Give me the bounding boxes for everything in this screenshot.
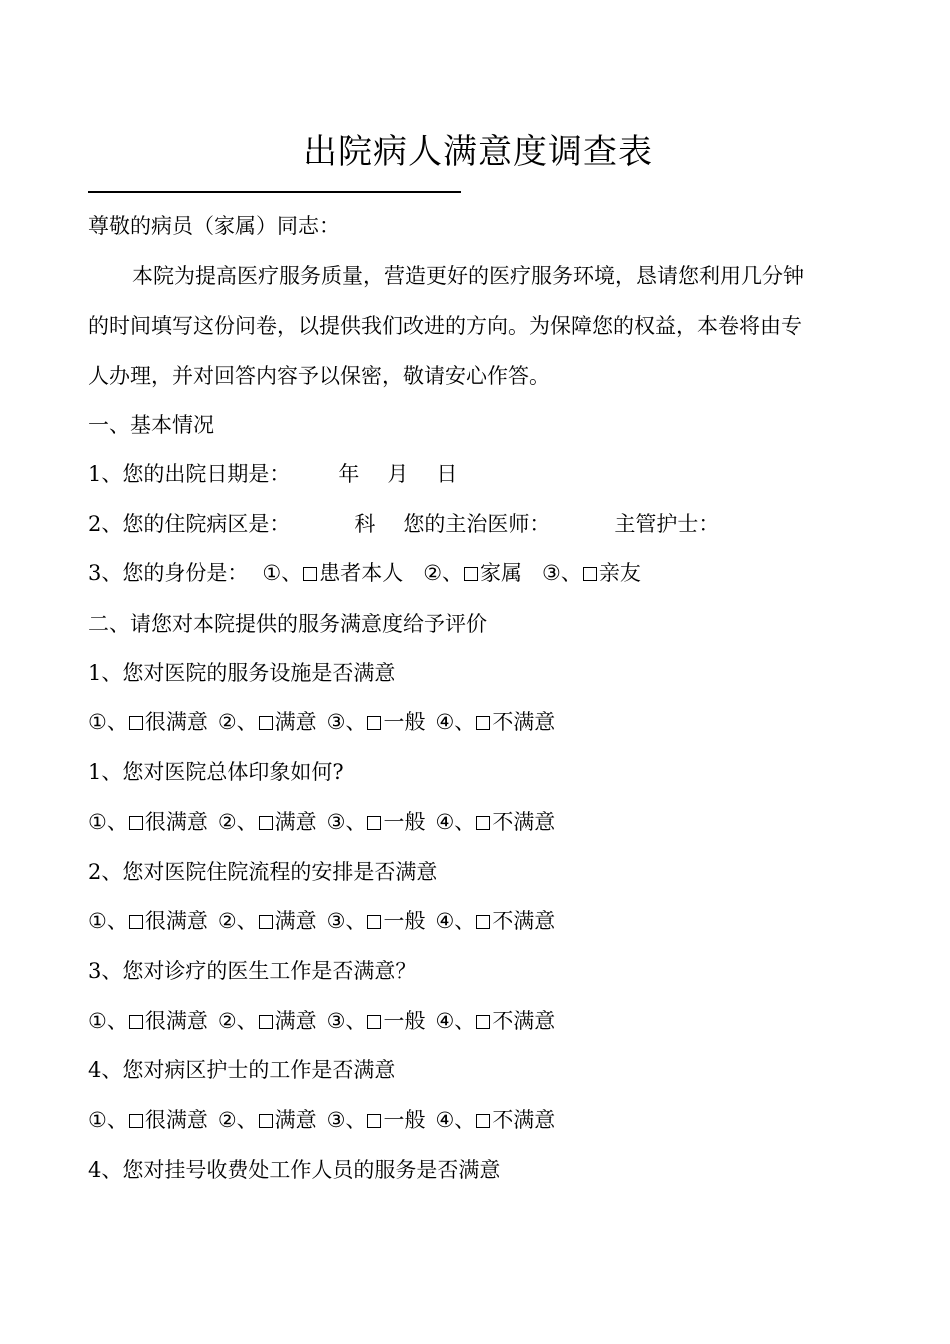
nurse-label: 主管护士： xyxy=(614,512,720,536)
checkbox-unsatisfied[interactable] xyxy=(476,1114,490,1128)
option-number: ③、 xyxy=(326,1009,367,1033)
rating-options-doctors xyxy=(88,1004,555,1038)
option-label: 很满意 xyxy=(144,1009,208,1033)
checkbox-average[interactable] xyxy=(367,1015,381,1029)
question-facilities: 1、您对医院的服务设施是否满意 xyxy=(88,661,396,685)
date-year-label: 年 xyxy=(338,462,360,486)
option-number: ①、 xyxy=(88,909,128,933)
checkbox-self[interactable] xyxy=(303,567,317,581)
option-number: ③、 xyxy=(326,710,367,734)
option-label: 满意 xyxy=(274,710,317,734)
question-registration-staff: 4、您对挂号收费处工作人员的服务是否满意 xyxy=(88,1158,501,1182)
section1-heading: 一、基本情况 xyxy=(88,413,214,437)
checkbox-satisfied[interactable] xyxy=(259,915,273,929)
question-label: 3、您的身份是： xyxy=(88,561,249,585)
question-doctors: 3、您对诊疗的医生工作是否满意？ xyxy=(88,959,417,983)
title-underline xyxy=(88,191,461,193)
option-label: 不满意 xyxy=(492,909,556,933)
doctor-label: 您的主治医师： xyxy=(403,512,551,536)
question-ward xyxy=(88,507,719,541)
option-label: 一般 xyxy=(383,909,426,933)
option-number: ④、 xyxy=(435,710,476,734)
option-number: ③、 xyxy=(542,561,582,585)
option-number: ④、 xyxy=(435,1009,476,1033)
option-number: ①、 xyxy=(88,810,128,834)
checkbox-family[interactable] xyxy=(464,567,478,581)
dept-label: 科 xyxy=(354,512,376,536)
option-label-family: 家属 xyxy=(480,561,523,585)
checkbox-satisfied[interactable] xyxy=(259,716,273,730)
question-nurses: 4、您对病区护士的工作是否满意 xyxy=(88,1058,396,1082)
option-number: ③、 xyxy=(326,909,367,933)
checkbox-unsatisfied[interactable] xyxy=(476,816,490,830)
option-number: ①、 xyxy=(88,710,128,734)
option-label: 很满意 xyxy=(144,710,208,734)
option-number: ②、 xyxy=(217,710,258,734)
option-label: 满意 xyxy=(274,810,317,834)
option-label: 满意 xyxy=(274,909,317,933)
question-discharge-date xyxy=(88,457,457,491)
checkbox-average[interactable] xyxy=(367,716,381,730)
checkbox-average[interactable] xyxy=(367,816,381,830)
option-number: ②、 xyxy=(217,1108,258,1132)
checkbox-very-satisfied[interactable] xyxy=(129,1015,143,1029)
option-label: 不满意 xyxy=(492,810,556,834)
option-label: 一般 xyxy=(383,1108,426,1132)
checkbox-very-satisfied[interactable] xyxy=(129,1114,143,1128)
option-label: 满意 xyxy=(274,1108,317,1132)
question-label: 1、您的出院日期是： xyxy=(88,462,291,486)
checkbox-very-satisfied[interactable] xyxy=(129,716,143,730)
option-number: ②、 xyxy=(217,810,258,834)
option-label: 满意 xyxy=(274,1009,317,1033)
option-label: 很满意 xyxy=(144,909,208,933)
option-label: 很满意 xyxy=(144,810,208,834)
checkbox-satisfied[interactable] xyxy=(259,1114,273,1128)
option-number: ③、 xyxy=(326,1108,367,1132)
checkbox-unsatisfied[interactable] xyxy=(476,915,490,929)
question-admission-process: 2、您对医院住院流程的安排是否满意 xyxy=(88,860,438,884)
question-overall-impression: 1、您对医院总体印象如何? xyxy=(88,760,344,784)
question-identity xyxy=(88,556,641,590)
checkbox-very-satisfied[interactable] xyxy=(129,816,143,830)
option-number: ②、 xyxy=(423,561,464,585)
page-title: 出院病人满意度调查表 xyxy=(303,132,653,172)
option-number: ①、 xyxy=(88,1108,128,1132)
option-label: 很满意 xyxy=(144,1108,208,1132)
checkbox-average[interactable] xyxy=(367,915,381,929)
option-number: ③、 xyxy=(326,810,367,834)
option-number: ①、 xyxy=(88,1009,128,1033)
rating-options-process xyxy=(88,904,555,938)
checkbox-unsatisfied[interactable] xyxy=(476,716,490,730)
option-number: ②、 xyxy=(217,1009,258,1033)
option-number: ④、 xyxy=(435,909,476,933)
option-number: ④、 xyxy=(435,1108,476,1132)
option-label: 不满意 xyxy=(492,1009,556,1033)
option-label: 一般 xyxy=(383,1009,426,1033)
rating-options-nurses xyxy=(88,1103,555,1137)
rating-options-facilities xyxy=(88,705,555,739)
checkbox-satisfied[interactable] xyxy=(259,1015,273,1029)
option-number: ②、 xyxy=(217,909,258,933)
checkbox-friend[interactable] xyxy=(583,567,597,581)
intro-line-3: 人办理，并对回答内容予以保密，敬请安心作答。 xyxy=(88,364,550,388)
date-day-label: 日 xyxy=(436,462,458,486)
greeting: 尊敬的病员（家属）同志： xyxy=(88,214,340,238)
checkbox-very-satisfied[interactable] xyxy=(129,915,143,929)
checkbox-satisfied[interactable] xyxy=(259,816,273,830)
option-label: 一般 xyxy=(383,710,426,734)
option-label: 不满意 xyxy=(492,1108,556,1132)
section2-heading: 二、请您对本院提供的服务满意度给予评价 xyxy=(88,612,487,636)
question-label: 2、您的住院病区是： xyxy=(88,512,291,536)
option-label-self: 患者本人 xyxy=(319,561,404,585)
intro-line-2: 的时间填写这份问卷，以提供我们改进的方向。为保障您的权益，本卷将由专 xyxy=(88,314,802,338)
option-label: 不满意 xyxy=(492,710,556,734)
date-month-label: 月 xyxy=(387,462,409,486)
rating-options-overall xyxy=(88,805,555,839)
option-number: ①、 xyxy=(262,561,303,585)
checkbox-average[interactable] xyxy=(367,1114,381,1128)
intro-line-1: 本院为提高医疗服务质量，营造更好的医疗服务环境，恳请您利用几分钟 xyxy=(132,264,804,288)
checkbox-unsatisfied[interactable] xyxy=(476,1015,490,1029)
option-label-friend: 亲友 xyxy=(598,561,641,585)
option-number: ④、 xyxy=(435,810,476,834)
option-label: 一般 xyxy=(383,810,426,834)
